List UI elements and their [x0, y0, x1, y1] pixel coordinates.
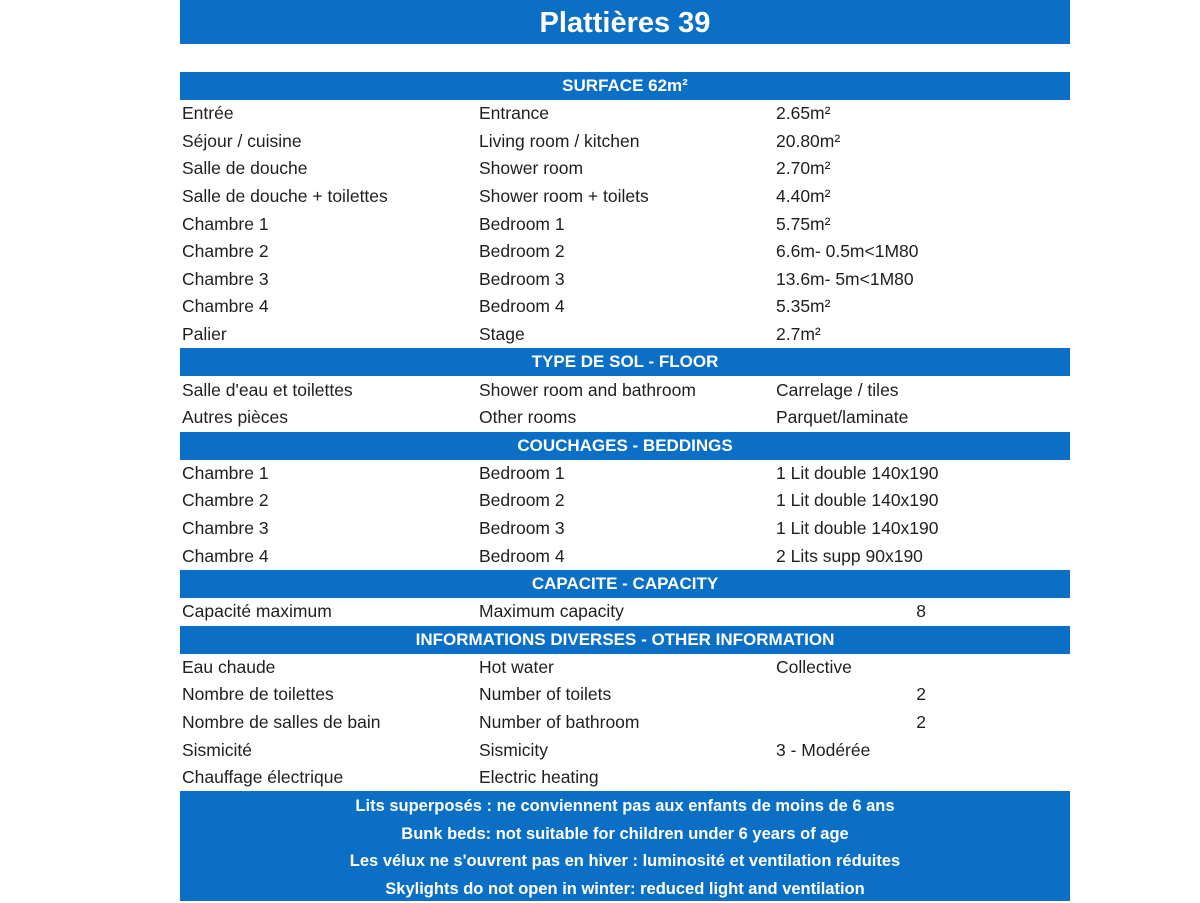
label-en: Shower room	[479, 158, 584, 179]
table-row	[180, 321, 1070, 349]
spacer	[180, 44, 1070, 72]
label-en: Shower room and bathroom	[479, 379, 696, 400]
value: 5.35m²	[776, 296, 831, 317]
label-en: Other rooms	[479, 407, 577, 428]
table-row	[180, 654, 1070, 682]
footer-note: Bunk beds: not suitable for children under 6 years of age	[401, 824, 849, 843]
value: 2.7m²	[776, 324, 821, 345]
table-row	[180, 709, 1070, 737]
label-fr: Capacité maximum	[182, 601, 332, 622]
label-fr: Chauffage électrique	[182, 767, 344, 788]
label-fr: Palier	[182, 324, 227, 345]
value: Parquet/laminate	[776, 407, 909, 428]
section-header-beddings: COUCHAGES - BEDDINGS	[180, 432, 1070, 460]
value: 6.6m- 0.5m<1M80	[776, 241, 919, 262]
label-en: Number of toilets	[479, 684, 612, 705]
surface-rows	[180, 100, 1070, 348]
footer-note: Skylights do not open in winter: reduced light and ventilation	[385, 879, 865, 898]
footer-notes	[180, 791, 1070, 901]
label-fr: Sismicité	[182, 739, 253, 760]
value: 13.6m- 5m<1M80	[776, 268, 914, 289]
table-row	[180, 487, 1070, 515]
label-fr: Chambre 1	[182, 213, 269, 234]
label-fr: Chambre 2	[182, 241, 269, 262]
label-en: Entrance	[479, 103, 550, 124]
label-fr: Eau chaude	[182, 656, 276, 677]
value: 4.40m²	[776, 186, 831, 207]
label-en: Maximum capacity	[479, 601, 624, 622]
label-fr: Chambre 2	[182, 490, 269, 511]
table-row	[180, 460, 1070, 488]
label-en: Bedroom 3	[479, 268, 565, 289]
label-fr: Entrée	[182, 103, 234, 124]
label-en: Bedroom 2	[479, 490, 565, 511]
capacity-rows	[180, 598, 1070, 626]
table-row	[180, 515, 1070, 543]
label-fr: Chambre 1	[182, 462, 269, 483]
value: 1 Lit double 140x190	[776, 490, 939, 511]
label-en: Bedroom 1	[479, 462, 565, 483]
floor-rows	[180, 376, 1070, 431]
label-en: Bedroom 2	[479, 241, 565, 262]
value: 3 - Modérée	[776, 739, 871, 760]
table-row	[180, 542, 1070, 570]
value: 1 Lit double 140x190	[776, 518, 939, 539]
table-row	[180, 404, 1070, 432]
table-row	[180, 128, 1070, 156]
table-row	[180, 238, 1070, 266]
beddings-rows	[180, 460, 1070, 570]
value: 2.70m²	[776, 158, 831, 179]
label-en: Electric heating	[479, 767, 599, 788]
table-row	[180, 764, 1070, 792]
value: 2 Lits supp 90x190	[776, 545, 923, 566]
value: 8	[916, 601, 926, 622]
label-en: Hot water	[479, 656, 554, 677]
label-en: Shower room + toilets	[479, 186, 649, 207]
table-row	[180, 376, 1070, 404]
label-fr: Chambre 4	[182, 545, 269, 566]
label-fr: Chambre 3	[182, 268, 269, 289]
value: 5.75m²	[776, 213, 831, 234]
value: 1 Lit double 140x190	[776, 462, 939, 483]
other-rows	[180, 654, 1070, 792]
value: Collective	[776, 656, 852, 677]
table-row	[180, 598, 1070, 626]
property-sheet	[180, 0, 1070, 901]
section-header-floor: TYPE DE SOL - FLOOR	[180, 348, 1070, 376]
label-en: Living room / kitchen	[479, 130, 640, 151]
label-fr: Salle de douche	[182, 158, 308, 179]
table-row	[180, 266, 1070, 294]
label-en: Bedroom 4	[479, 296, 565, 317]
section-header-capacity: CAPACITE - CAPACITY	[180, 570, 1070, 598]
label-fr: Nombre de toilettes	[182, 684, 334, 705]
table-row	[180, 736, 1070, 764]
label-fr: Salle de douche + toilettes	[182, 186, 388, 207]
value: 2.65m²	[776, 103, 831, 124]
table-row	[180, 155, 1070, 183]
label-fr: Autres pièces	[182, 407, 289, 428]
label-en: Stage	[479, 324, 525, 345]
value: 2	[916, 711, 926, 732]
label-en: Bedroom 3	[479, 518, 565, 539]
label-en: Bedroom 1	[479, 213, 565, 234]
value: 2	[916, 684, 926, 705]
table-row	[180, 681, 1070, 709]
section-header-surface: SURFACE 62m²	[180, 72, 1070, 100]
table-row	[180, 293, 1070, 321]
table-row	[180, 100, 1070, 128]
section-header-other-information: INFORMATIONS DIVERSES - OTHER INFORMATION	[180, 626, 1070, 654]
label-fr: Chambre 4	[182, 296, 269, 317]
table-row	[180, 210, 1070, 238]
table-row	[180, 183, 1070, 211]
label-en: Sismicity	[479, 739, 549, 760]
label-fr: Salle d'eau et toilettes	[182, 379, 353, 400]
page-title: Plattières 39	[180, 0, 1070, 44]
label-en: Number of bathroom	[479, 711, 640, 732]
value: Carrelage / tiles	[776, 379, 899, 400]
label-fr: Nombre de salles de bain	[182, 711, 381, 732]
label-fr: Chambre 3	[182, 518, 269, 539]
label-en: Bedroom 4	[479, 545, 565, 566]
footer-note: Lits superposés : ne conviennent pas aux enfants de moins de 6 ans	[355, 797, 895, 816]
label-fr: Séjour / cuisine	[182, 130, 302, 151]
value: 20.80m²	[776, 130, 841, 151]
footer-note: Les vélux ne s'ouvrent pas en hiver : luminosité et ventilation réduites	[349, 852, 901, 871]
